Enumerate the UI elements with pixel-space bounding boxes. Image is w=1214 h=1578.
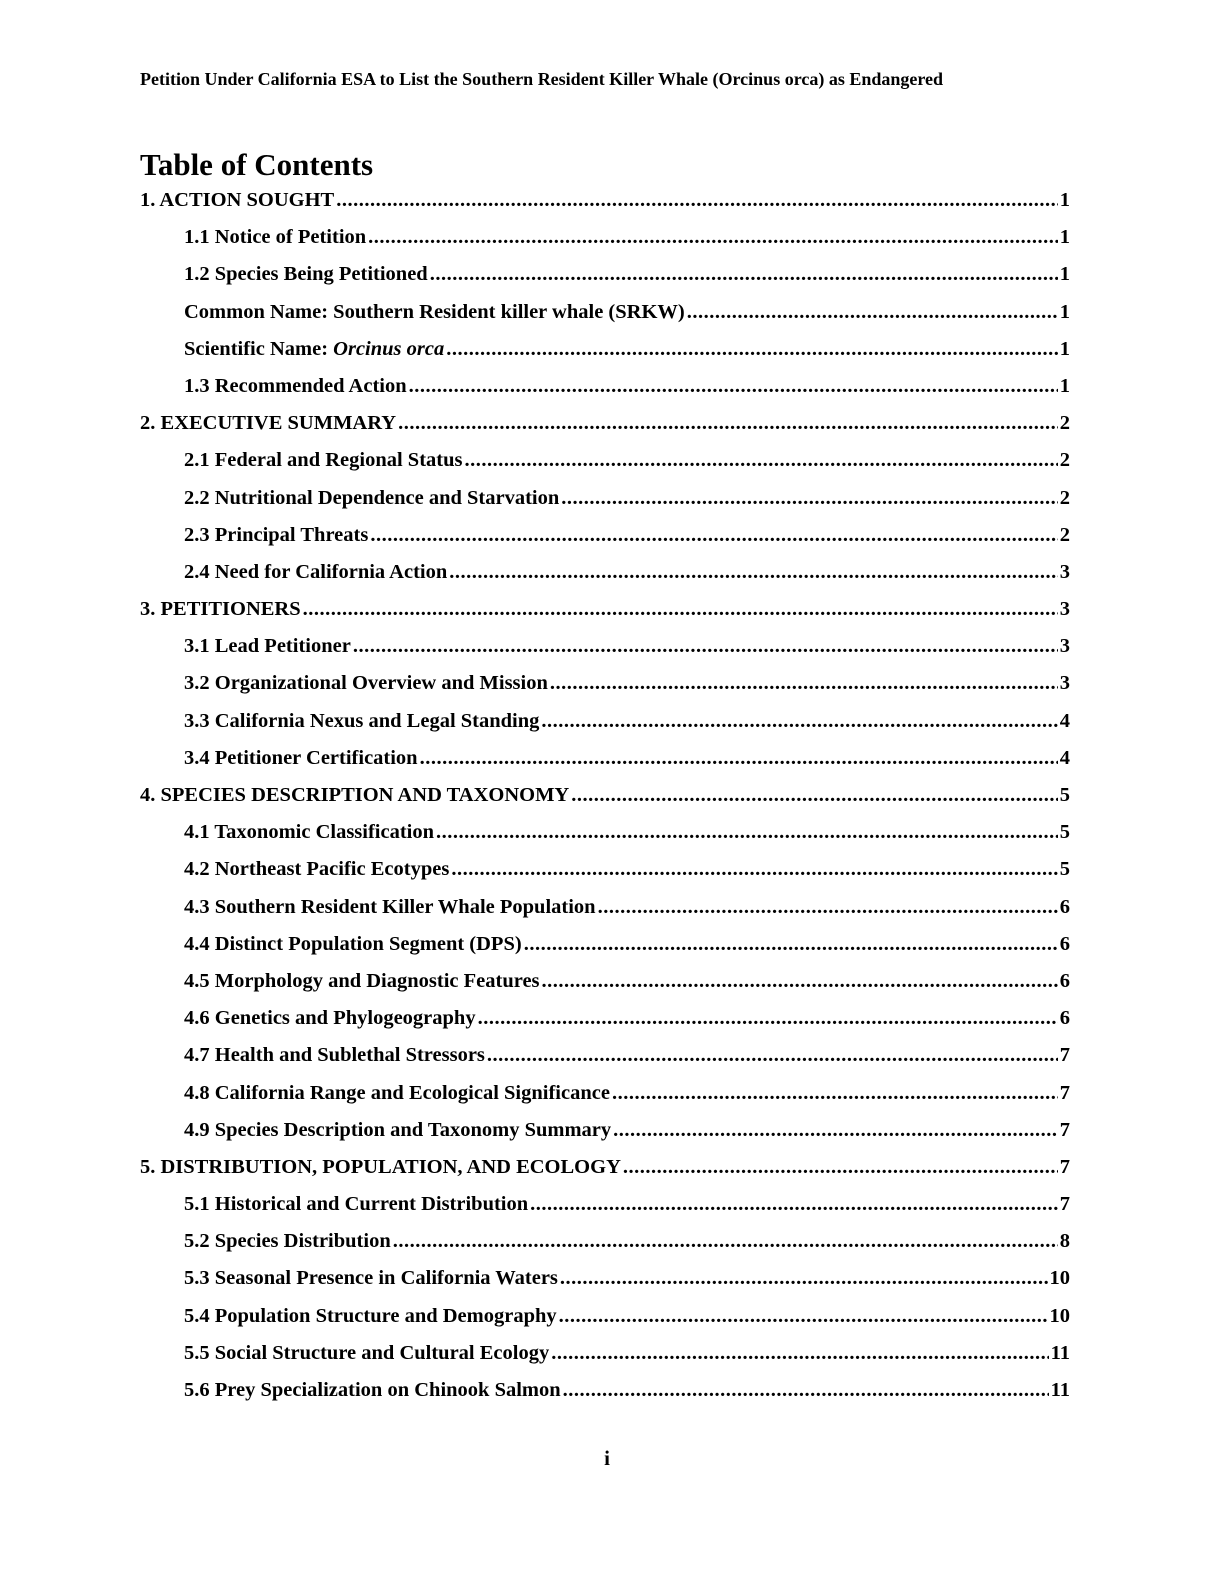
toc-entry-label (184, 1000, 476, 1037)
toc-entry[interactable] (140, 628, 1070, 665)
dot-leader (353, 628, 1058, 665)
toc-entry-label (184, 219, 366, 256)
dot-leader (449, 554, 1058, 591)
toc-entry-label-text: 5.2 Species Distribution (184, 1230, 391, 1253)
dot-leader (560, 1260, 1048, 1297)
toc-entry-label-text: 4.3 Southern Resident Killer Whale Population (184, 895, 596, 918)
toc-entry-label (140, 182, 334, 219)
toc-entry-page: 7 (1059, 1044, 1070, 1067)
dot-leader (561, 480, 1057, 517)
toc-entry-label-text: 1.3 Recommended Action (184, 374, 407, 397)
toc-entry-label (184, 1075, 610, 1112)
dot-leader (687, 294, 1058, 331)
toc-entry-label (184, 926, 522, 963)
toc-entry-label (140, 777, 569, 814)
table-of-contents (140, 182, 1070, 1409)
dot-leader (464, 442, 1057, 479)
toc-entry[interactable] (140, 703, 1070, 740)
dot-leader (612, 1075, 1058, 1112)
toc-entry[interactable] (140, 219, 1070, 256)
toc-entry-page: 2 (1059, 412, 1070, 435)
toc-entry[interactable] (140, 405, 1070, 442)
toc-entry-label-text: 4.1 Taxonomic Classification (184, 821, 435, 844)
toc-entry-label-text: 5.4 Population Structure and Demography (184, 1304, 557, 1327)
toc-entry-page: 3 (1059, 598, 1070, 621)
toc-entry-label (184, 703, 539, 740)
dot-leader (420, 740, 1058, 777)
toc-entry-label-text: Scientific Name: (184, 337, 334, 360)
toc-entry-label (184, 517, 368, 554)
toc-entry-label (184, 963, 540, 1000)
toc-entry-label-text: 2. EXECUTIVE SUMMARY (140, 412, 397, 435)
toc-entry[interactable] (140, 331, 1070, 368)
toc-entry-label (140, 1149, 621, 1186)
toc-entry[interactable] (140, 777, 1070, 814)
toc-entry[interactable] (140, 1075, 1070, 1112)
toc-entry-label (184, 1186, 528, 1223)
toc-entry-label (140, 591, 301, 628)
toc-entry-label (184, 1298, 557, 1335)
dot-leader (487, 1037, 1058, 1074)
dot-leader (398, 405, 1058, 442)
toc-entry-page: 8 (1059, 1230, 1070, 1253)
toc-entry-page: 1 (1059, 374, 1070, 397)
toc-entry-page: 1 (1059, 189, 1070, 211)
toc-entry-page: 5 (1059, 784, 1070, 806)
toc-entry-page: 3 (1059, 635, 1070, 658)
dot-leader (430, 256, 1058, 293)
toc-entry-label-text: 4.9 Species Description and Taxonomy Summary (184, 1118, 612, 1141)
toc-entry-label-text: 4.6 Genetics and Phylogeography (184, 1007, 476, 1030)
toc-entry-label (184, 1037, 485, 1074)
toc-entry-label-text: 1.1 Notice of Petition (184, 226, 367, 249)
toc-entry[interactable] (140, 851, 1070, 888)
toc-entry-label-text: 3.3 California Nexus and Legal Standing (184, 709, 540, 732)
toc-entry[interactable] (140, 480, 1070, 517)
toc-entry-label-text: 5. DISTRIBUTION, POPULATION, AND ECOLOGY (140, 1155, 621, 1178)
toc-entry-label (184, 740, 418, 777)
toc-entry[interactable] (140, 889, 1070, 926)
toc-entry-page: 6 (1059, 932, 1070, 955)
toc-entry-label-text: 2.1 Federal and Regional Status (184, 449, 463, 472)
toc-entry-label (140, 405, 396, 442)
toc-entry-label-text: Common Name: Southern Resident killer whale (SRKW) (184, 300, 685, 323)
toc-entry-page: 7 (1059, 1118, 1070, 1141)
toc-entry-label-text: 2.2 Nutritional Dependence and Starvation (184, 486, 560, 509)
toc-entry[interactable] (140, 182, 1070, 219)
toc-entry-label-text: 3.4 Petitioner Certification (184, 746, 418, 769)
dot-leader (563, 1372, 1049, 1409)
dot-leader (303, 591, 1058, 628)
toc-entry-label-text: 4.7 Health and Sublethal Stressors (184, 1044, 485, 1067)
dot-leader (478, 1000, 1058, 1037)
toc-entry-label (184, 665, 548, 702)
toc-entry-label (184, 480, 559, 517)
dot-leader (368, 219, 1058, 256)
toc-entry-label (184, 814, 434, 851)
toc-entry[interactable] (140, 1335, 1070, 1372)
dot-leader (542, 963, 1058, 1000)
toc-entry-label-text: 5.3 Seasonal Presence in California Waters (184, 1267, 558, 1290)
toc-entry-page: 11 (1050, 1379, 1070, 1401)
toc-entry[interactable] (140, 814, 1070, 851)
toc-entry-label (184, 368, 407, 405)
toc-entry[interactable] (140, 1037, 1070, 1074)
toc-entry[interactable] (140, 740, 1070, 777)
toc-entry-page: 3 (1059, 672, 1070, 695)
toc-entry-page: 7 (1059, 1081, 1070, 1104)
toc-entry-label-text: 4.8 California Range and Ecological Significance (184, 1081, 610, 1104)
toc-entry-page: 6 (1059, 969, 1070, 992)
toc-entry-page: 3 (1059, 560, 1070, 583)
toc-entry[interactable] (140, 1186, 1070, 1223)
dot-leader (336, 182, 1058, 219)
toc-entry-label (184, 294, 685, 331)
dot-leader (571, 777, 1058, 814)
toc-entry-page: 1 (1059, 337, 1070, 360)
dot-leader (451, 851, 1057, 888)
dot-leader (613, 1112, 1058, 1149)
dot-leader (550, 665, 1058, 702)
toc-entry-page: 7 (1059, 1193, 1070, 1216)
toc-entry[interactable] (140, 665, 1070, 702)
toc-entry-label-text: 4.4 Distinct Population Segment (DPS) (184, 932, 522, 955)
toc-entry-label (184, 628, 351, 665)
toc-entry-label (184, 1223, 391, 1260)
toc-entry[interactable] (140, 926, 1070, 963)
running-header: Petition Under California ESA to List the Southern Resident Killer Whale (Orcinus orca) as Endangered (140, 69, 944, 89)
toc-entry-label-text: 2.4 Need for California Action (184, 560, 448, 583)
toc-entry-label (184, 1335, 549, 1372)
dot-leader (551, 1335, 1048, 1372)
dot-leader (409, 368, 1058, 405)
dot-leader (541, 703, 1057, 740)
toc-entry-label-italic: Orcinus orca (333, 337, 445, 360)
toc-entry-label-text: 2.3 Principal Threats (184, 523, 369, 546)
dot-leader (530, 1186, 1058, 1223)
toc-entry[interactable] (140, 963, 1070, 1000)
toc-entry[interactable] (140, 294, 1070, 331)
toc-entry-label (184, 851, 449, 888)
toc-entry-label-text: 5.5 Social Structure and Cultural Ecology (184, 1341, 550, 1364)
toc-entry-label (184, 1260, 558, 1297)
toc-entry[interactable] (140, 591, 1070, 628)
toc-entry-page: 6 (1059, 895, 1070, 918)
toc-entry[interactable] (140, 1149, 1070, 1186)
toc-entry[interactable] (140, 256, 1070, 293)
toc-entry-label-text: 3.2 Organizational Overview and Mission (184, 672, 548, 695)
toc-entry-label (184, 889, 596, 926)
page-number: i (604, 1446, 610, 1470)
toc-entry-page: 10 (1049, 1304, 1070, 1327)
dot-leader (559, 1298, 1048, 1335)
toc-entry[interactable] (140, 368, 1070, 405)
toc-entry-page: 4 (1059, 709, 1070, 732)
toc-entry-page: 5 (1059, 821, 1070, 844)
toc-entry[interactable] (140, 1112, 1070, 1149)
dot-leader (524, 926, 1058, 963)
dot-leader (436, 814, 1058, 851)
toc-entry-page: 4 (1059, 746, 1070, 769)
dot-leader (598, 889, 1058, 926)
toc-entry-label (184, 554, 447, 591)
toc-entry-label-text: 1. ACTION SOUGHT (140, 189, 335, 211)
toc-entry-page: 7 (1059, 1155, 1070, 1178)
toc-entry[interactable] (140, 1223, 1070, 1260)
toc-entry-label (184, 1372, 561, 1409)
toc-entry-page: 6 (1059, 1007, 1070, 1030)
toc-entry-label-text: 5.6 Prey Specialization on Chinook Salmon (184, 1379, 561, 1401)
toc-entry-label-text: 3.1 Lead Petitioner (184, 635, 351, 658)
toc-entry-page: 2 (1059, 449, 1070, 472)
dot-leader (446, 331, 1058, 368)
toc-entry-label-text: 3. PETITIONERS (140, 598, 301, 621)
toc-entry[interactable] (140, 442, 1070, 479)
toc-entry-label (184, 442, 462, 479)
toc-entry[interactable] (140, 554, 1070, 591)
toc-entry-label-text: 4. SPECIES DESCRIPTION AND TAXONOMY (140, 784, 570, 806)
toc-entry-page: 1 (1059, 263, 1070, 286)
toc-entry[interactable] (140, 1298, 1070, 1335)
toc-entry-label-text: 4.5 Morphology and Diagnostic Features (184, 969, 540, 992)
toc-entry-page: 1 (1059, 300, 1070, 323)
toc-entry-page: 2 (1059, 486, 1070, 509)
toc-entry-label-text: 5.1 Historical and Current Distribution (184, 1193, 529, 1216)
dot-leader (393, 1223, 1058, 1260)
toc-title: Table of Contents (140, 147, 374, 182)
toc-entry-page: 5 (1059, 858, 1070, 881)
toc-entry[interactable] (140, 1000, 1070, 1037)
toc-entry-label-text: 4.2 Northeast Pacific Ecotypes (184, 858, 450, 881)
toc-entry-label (184, 256, 428, 293)
dot-leader (370, 517, 1057, 554)
toc-entry-page: 1 (1059, 226, 1070, 249)
toc-entry-page: 11 (1050, 1341, 1070, 1364)
toc-entry-page: 2 (1059, 523, 1070, 546)
toc-entry[interactable] (140, 517, 1070, 554)
dot-leader (623, 1149, 1058, 1186)
toc-entry-label (184, 1112, 611, 1149)
toc-entry-label (184, 331, 444, 368)
toc-entry[interactable] (140, 1260, 1070, 1297)
toc-entry-page: 10 (1049, 1267, 1070, 1290)
toc-entry[interactable] (140, 1372, 1070, 1409)
toc-entry-label-text: 1.2 Species Being Petitioned (184, 263, 428, 286)
